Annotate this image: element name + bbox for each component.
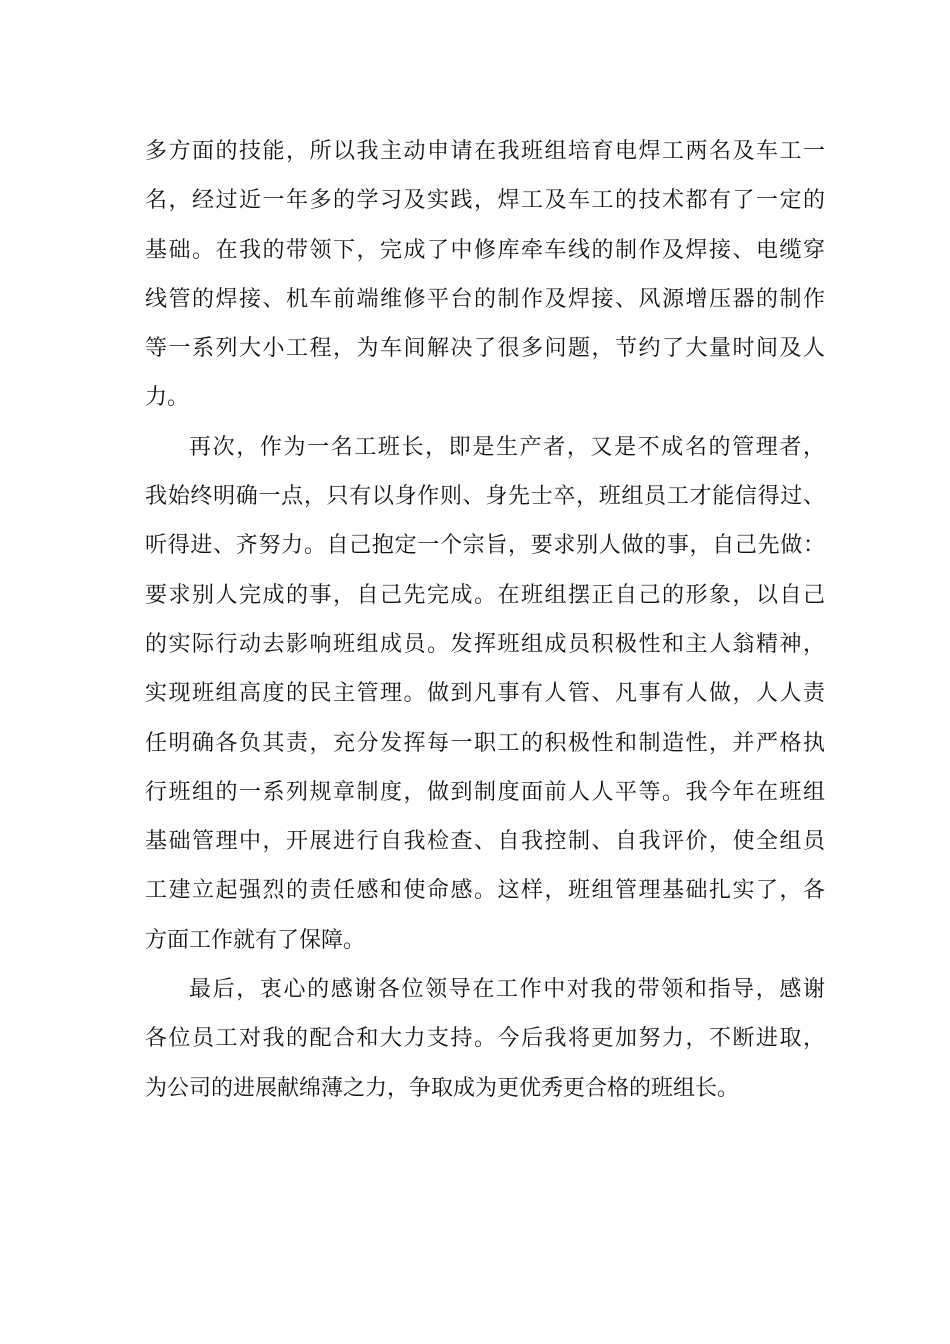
text-line: 等一系列大小工程，为车间解决了很多问题，节约了大量时间及人 <box>145 336 825 362</box>
document-body <box>145 127 825 1113</box>
text-line: 我始终明确一点，只有以身作则、身先士卒，班组员工才能信得过、 <box>145 484 825 510</box>
text-line: 基础管理中，开展进行自我检查、自我控制、自我评价，使全组员 <box>145 829 825 855</box>
text-line: 最后，衷心的感谢各位领导在工作中对我的带领和指导，感谢 <box>189 977 825 1003</box>
text-line: 工建立起强烈的责任感和使命感。这样，班组管理基础扎实了，各 <box>145 878 825 904</box>
paragraph <box>145 965 825 1113</box>
text-line: 为公司的进展献绵薄之力，争取成为更优秀更合格的班组长。 <box>145 1075 740 1101</box>
text-line: 再次，作为一名工班长，即是生产者，又是不成名的管理者， <box>189 434 825 460</box>
text-line: 的实际行动去影响班组成员。发挥班组成员积极性和主人翁精神， <box>145 631 825 657</box>
text-line: 力。 <box>145 385 190 411</box>
text-line: 多方面的技能，所以我主动申请在我班组培育电焊工两名及车工一 <box>145 139 825 164</box>
text-line: 各位员工对我的配合和大力支持。今后我将更加努力，不断进取， <box>145 1026 825 1052</box>
text-line: 实现班组高度的民主管理。做到凡事有人管、凡事有人做，人人责 <box>145 681 825 707</box>
text-line: 方面工作就有了保障。 <box>145 927 366 953</box>
paragraph <box>145 423 825 965</box>
paragraph <box>145 127 825 423</box>
text-line: 基础。在我的带领下，完成了中修库牵车线的制作及焊接、电缆穿 <box>145 237 825 263</box>
text-line: 行班组的一系列规章制度，做到制度面前人人平等。我今年在班组 <box>145 779 825 805</box>
text-line: 线管的焊接、机车前端维修平台的制作及焊接、风源增压器的制作 <box>145 286 825 312</box>
text-line: 名，经过近一年多的学习及实践，焊工及车工的技术都有了一定的 <box>145 188 825 214</box>
text-line: 任明确各负其责，充分发挥每一职工的积极性和制造性，并严格执 <box>145 730 825 756</box>
text-line: 听得进、齐努力。自己抱定一个宗旨，要求别人做的事，自己先做： <box>145 533 825 559</box>
text-line: 要求别人完成的事，自己先完成。在班组摆正自己的形象，以自己 <box>145 582 825 608</box>
